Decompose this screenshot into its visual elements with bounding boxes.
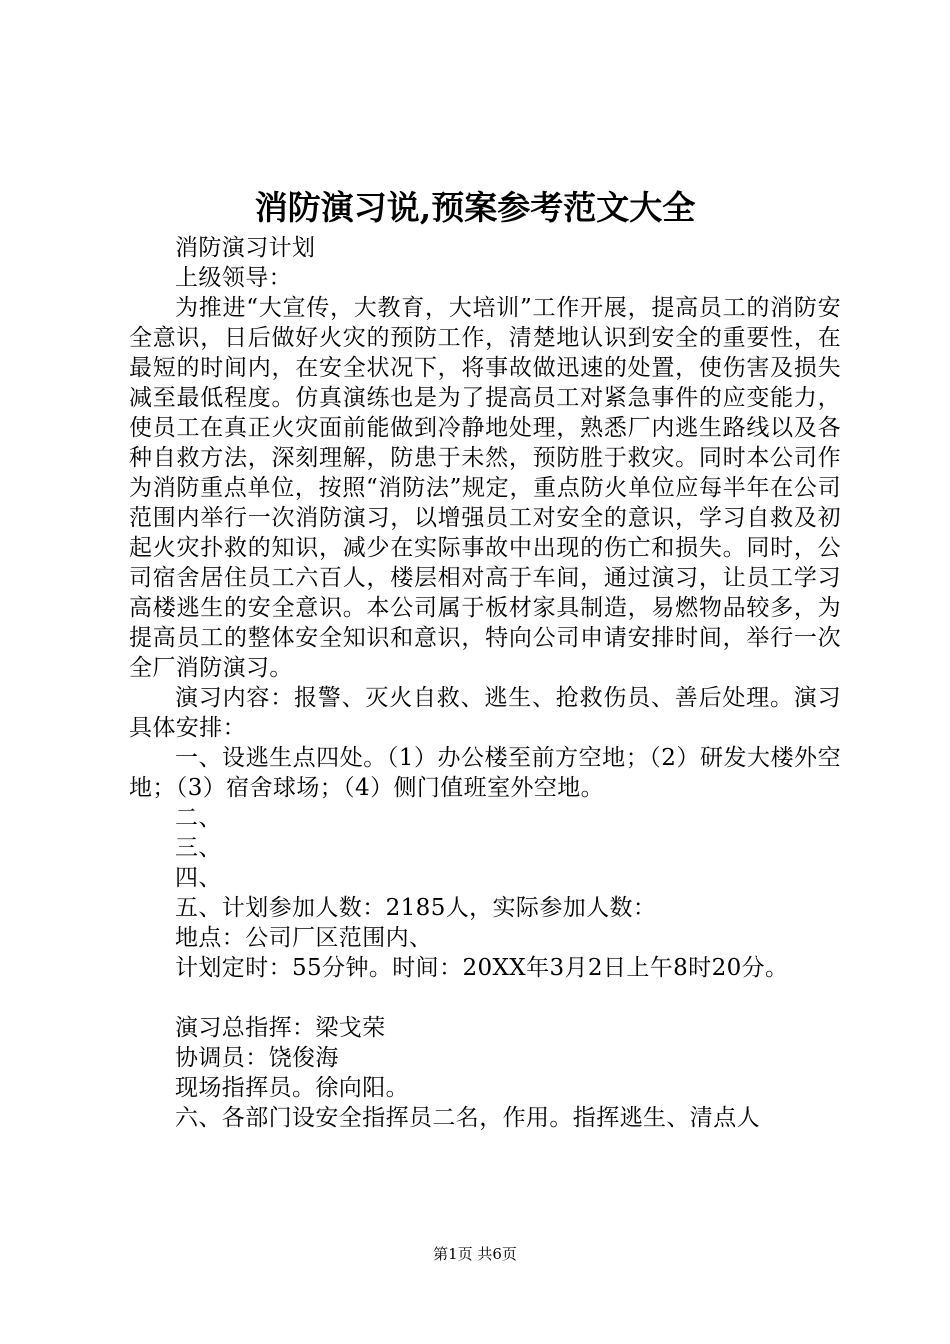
- schedule-line: 计划定时：55分钟。时间：20XX年3月2日上午8时20分。: [175, 955, 789, 981]
- list-item-three: 三、: [175, 835, 222, 861]
- plan-heading: 消防演习计划: [175, 235, 316, 261]
- list-item-four: 四、: [175, 865, 222, 891]
- drill-content-paragraph: 演习内容：报警、灭火自救、逃生、抢救伤员、善后处理。演习具体安排：: [129, 685, 841, 741]
- document-title: 消防演习说,预案参考范文大全: [254, 188, 696, 227]
- blank-line: [129, 983, 841, 1013]
- document-body: [129, 233, 841, 1133]
- page-footer: 第1页 共6页: [433, 1245, 517, 1263]
- list-item-two: 二、: [175, 805, 222, 831]
- salutation: 上级领导：: [175, 265, 292, 291]
- purpose-paragraph: 为推进“大宣传，大教育，大培训”工作开展，提高员工的消防安全意识，日后做好火灾的预防工作，清楚地认识到安全的重要性，在最短的时间内，在安全状况下，将事故做迅速的处置，使伤害及损失减至最低程度。仿真演练也是为了提高员工对紧急事件的应变能力，使员工在真正火灾面前能做到冷静地处理，熟悉厂内逃生路线以及各种自救方法，深刻理解，防患于未然，预防胜于救灾。同时本公司作为消防重点单位，按照“消防法”规定，重点防火单位应每半年在公司范围内举行一次消防演习，以增强员工对安全的意识，学习自救及初起火灾扑救的知识，减少在实际事故中出现的伤亡和损失。同时，公司宿舍居住员工六百人，楼层相对高于车间，通过演习，让员工学习高楼逃生的安全意识。本公司属于板材家具制造，易燃物品较多，为提高员工的整体安全知识和意识，特向公司申请安排时间，举行一次全厂消防演习。: [129, 295, 841, 681]
- location-line: 地点：公司厂区范围内、: [175, 925, 433, 951]
- field-commander-line: 现场指挥员。徐向阳。: [175, 1075, 409, 1101]
- participants-item: 五、计划参加人数：2185人，实际参加人数：: [175, 895, 657, 921]
- department-officers-item: 六、各部门设安全指挥员二名，作用。指挥逃生、清点人: [175, 1105, 760, 1131]
- commander-line: 演习总指挥：梁戈荣: [175, 1015, 386, 1041]
- coordinator-line: 协调员：饶俊海: [175, 1045, 339, 1071]
- escape-points-item: 一、设逃生点四处。（1）办公楼至前方空地；（2）研发大楼外空地；（3）宿舍球场；（4）侧门值班室外空地。: [129, 745, 841, 801]
